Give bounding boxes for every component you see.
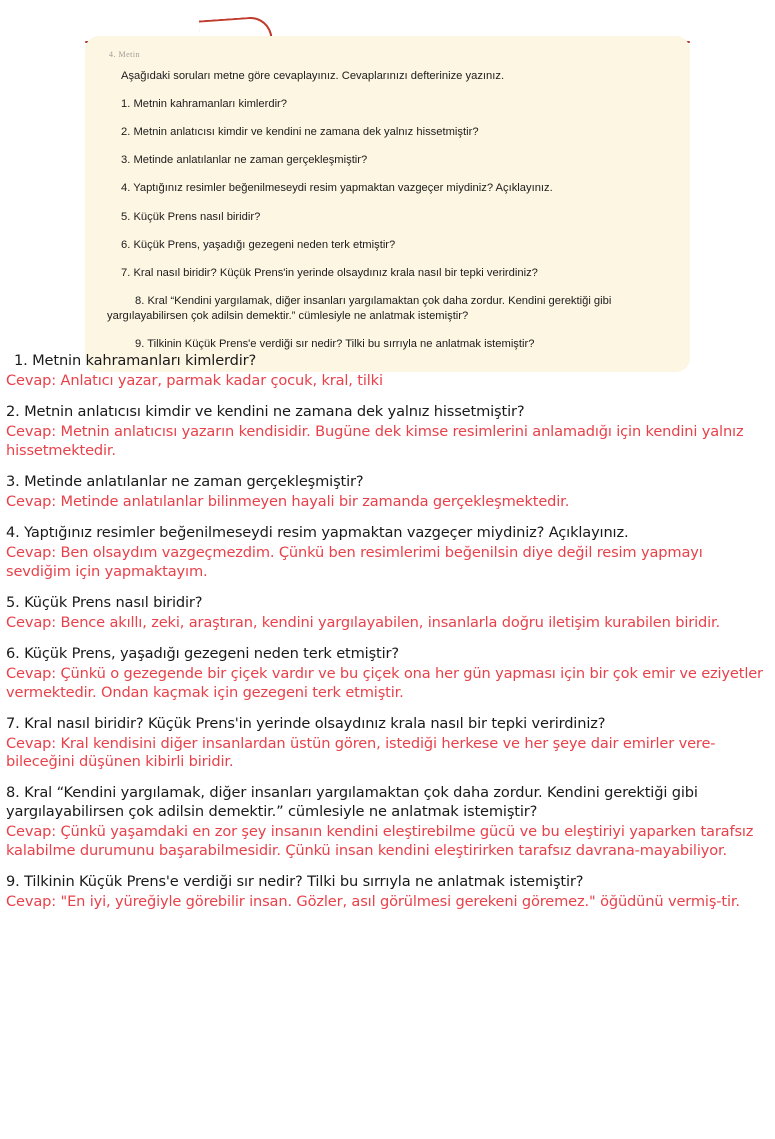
excerpt-corner-tag: 4. Metin [109,50,141,59]
excerpt-question-7: 7. Kral nasıl biridir? Küçük Prens'in yerinde olsaydınız krala nasıl bir tepki verirdiniz? [121,266,538,279]
excerpt-question-9: 9. Tilkinin Küçük Prens'e verdiği sır nedir? Tilki bu sırrıyla ne anlatmak istemiştir? [135,338,535,351]
answer-text: Cevap: Bence akıllı, zeki, araştıran, kendini yargılayabilen, insanlarla doğru iletişim kurabilen biridir. [6,613,720,631]
answer-text: Cevap: Çünkü o gezegende bir çiçek vardır ve bu çiçek ona her gün yapması için bir çok emir ve eziyetler vermektedir. Ondan kaçmak için gezegeni terk etmiştir. [6,664,763,701]
question-text: 8. Kral “Kendini yargılamak, diğer insanları yargılamaktan çok daha zordur. Kendini gerektiği gibi yargılayabilirsen çok adilsin demektir.” cümlesiyle ne anlatmak istemiştir? [6,784,698,821]
qa-item [6,403,767,461]
qa-item [6,352,767,391]
question-text: 7. Kral nasıl biridir? Küçük Prens'in yerinde olsaydınız krala nasıl bir tepki verirdiniz? [6,714,606,732]
qa-item [6,524,767,582]
excerpt-question-6: 6. Küçük Prens, yaşadığı gezegeni neden terk etmiştir? [121,238,396,251]
question-text: 9. Tilkinin Küçük Prens'e verdiği sır nedir? Tilki bu sırrıyla ne anlatmak istemiştir? [6,873,584,891]
answer-text: Cevap: "En iyi, yüreğiyle görebilir insan. Gözler, asıl görülmesi gerekeni göremez." öğüdünü vermiş-tir. [6,893,740,911]
answer-text: Cevap: Metnin anlatıcısı yazarın kendisidir. Bugüne dek kimse resimlerini anlamadığı için kendini yalnız hissetmektedir. [6,422,744,459]
qa-item [6,594,767,633]
qa-item [6,645,767,703]
qa-item [6,873,767,912]
question-text: 6. Küçük Prens, yaşadığı gezegeni neden terk etmiştir? [6,644,399,662]
question-text: 5. Küçük Prens nasıl biridir? [6,593,203,611]
question-text: 1. Metnin kahramanları kimlerdir? [14,352,257,369]
answer-text: Cevap: Ben olsaydım vazgeçmezdim. Çünkü ben resimlerimi beğenilsin diye değil resim yapmayı sevdiğim için yapmaktayım. [6,543,703,580]
question-text: 2. Metnin anlatıcısı kimdir ve kendini ne zamana dek yalnız hissetmiştir? [6,402,525,420]
answer-text: Cevap: Anlatıcı yazar, parmak kadar çocuk, kral, tilki [6,371,383,389]
answer-text: Cevap: Kral kendisini diğer insanlardan üstün gören, istediği herkese ve her şeye dair emirler vere-bileceğini düşünen kibirli biridir. [6,734,716,771]
qa-item [6,715,767,773]
excerpt-question-3: 3. Metinde anlatılanlar ne zaman gerçekleşmiştir? [121,154,368,167]
answer-text: Cevap: Çünkü yaşamdaki en zor şey insanın kendini eleştirebilme gücü ve bu eleştiriyi yaparken tarafsız kalabilme durumunu başarabilmesidir. Çünkü insan kendini eleştirirken tarafsız davrana-mayabiliyor. [6,823,754,860]
excerpt-question-1: 1. Metnin kahramanları kimlerdir? [121,98,288,111]
question-text: 4. Yaptığınız resimler beğenilmeseydi resim yapmaktan vazgeçer miydiniz? Açıklayınız. [6,523,629,541]
textbook-excerpt-panel [85,36,690,372]
qa-item [6,784,767,861]
qa-item [6,473,767,512]
excerpt-question-4: 4. Yaptığınız resimler beğenilmeseydi resim yapmaktan vazgeçer miydiniz? Açıklayınız. [121,182,553,195]
excerpt-question-5: 5. Küçük Prens nasıl biridir? [121,210,261,223]
excerpt-instruction: Aşağıdaki soruları metne göre cevaplayınız. Cevaplarınızı defterinize yazınız. [121,70,505,82]
question-text: 3. Metinde anlatılanlar ne zaman gerçekleşmiştir? [6,472,364,490]
excerpt-question-2: 2. Metnin anlatıcısı kimdir ve kendini ne zamana dek yalnız hissetmiştir? [121,126,479,139]
excerpt-question-8: 8. Kral “Kendini yargılamak, diğer insanları yargılamaktan çok daha zordur. Kendini gerektiği gibi yargılayabilirsen çok adilsin demektir.” cümlesiyle ne anlatmak istemiştir? [107,294,612,322]
answer-sheet [0,352,775,924]
answer-text: Cevap: Metinde anlatılanlar bilinmeyen hayali bir zamanda gerçekleşmektedir. [6,492,570,510]
